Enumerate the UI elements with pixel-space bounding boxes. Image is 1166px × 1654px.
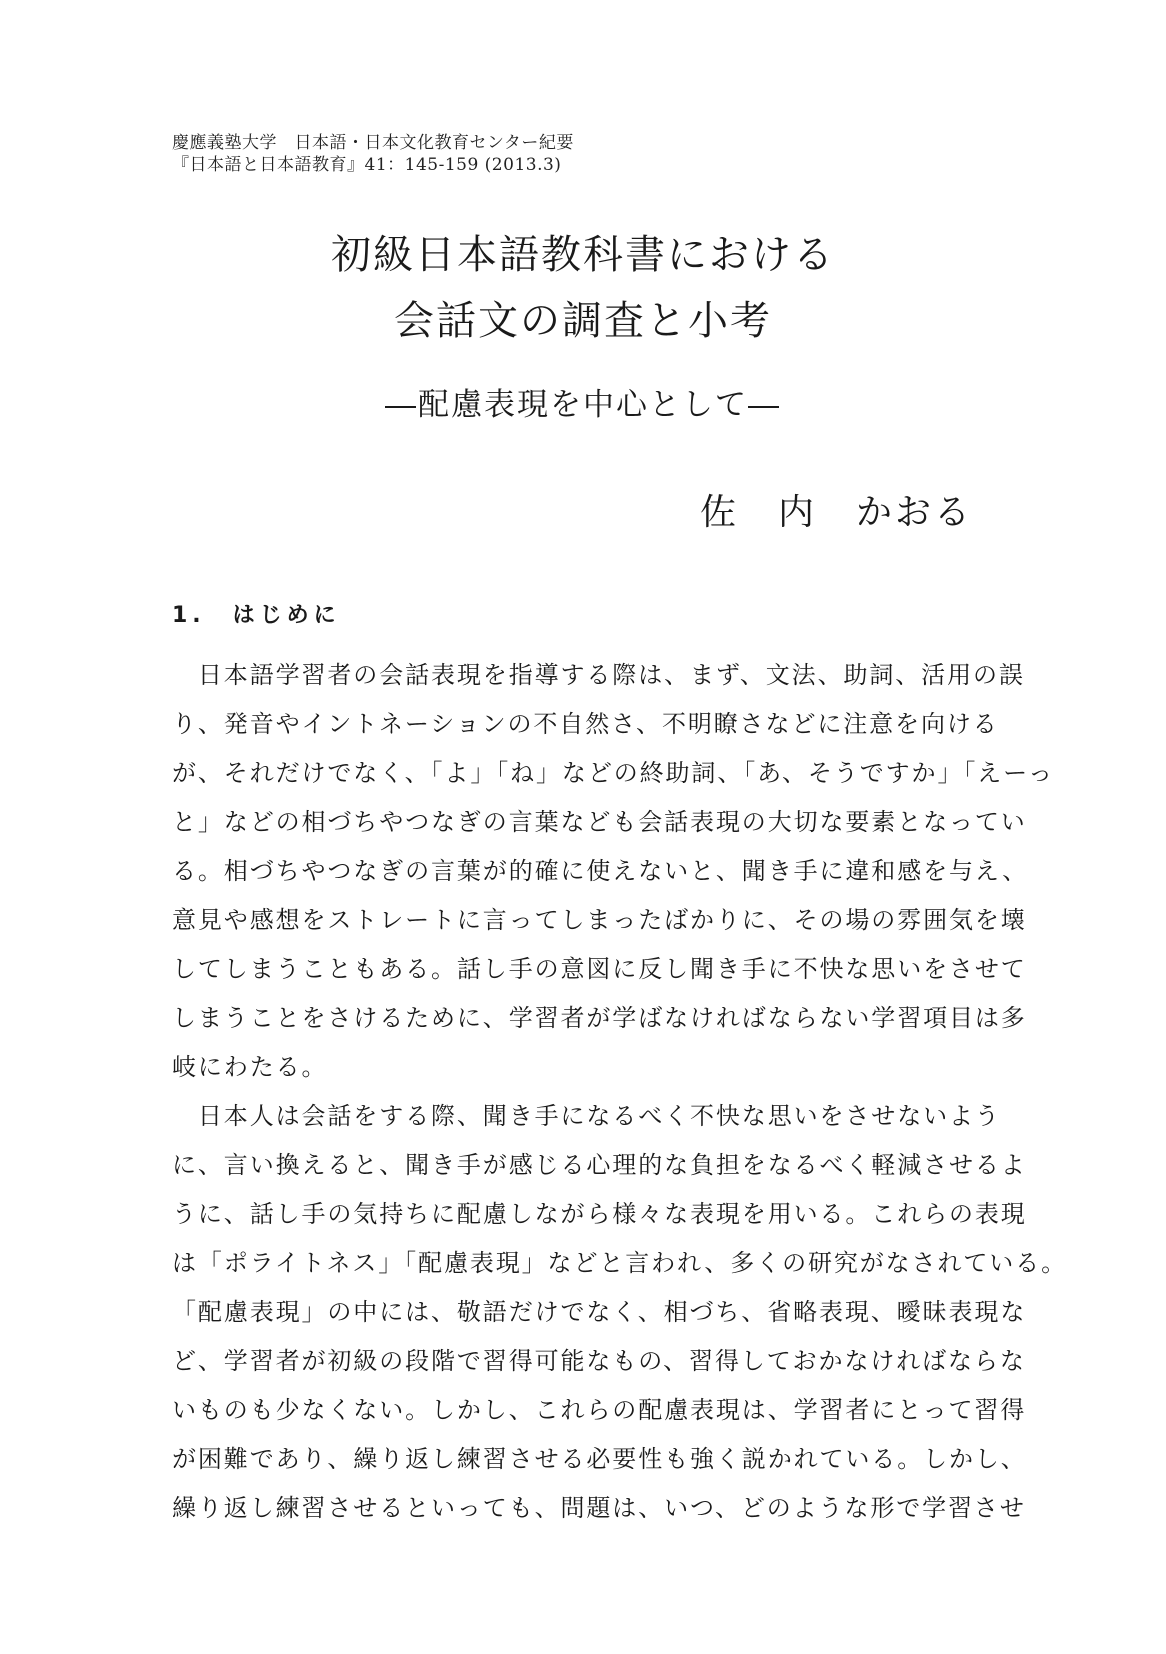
body-line: は「ポライトネス」「配慮表現」などと言われ、多くの研究がなされている。 [172,1249,1067,1277]
paper-title [0,222,1166,354]
body-line: うに、話し手の気持ちに配慮しながら様々な表現を用いる。これらの表現 [172,1200,1027,1228]
paper-title-line-2: 会話文の調査と小考 [394,298,772,344]
body-line: ど、学習者が初級の段階で習得可能なもの、習得しておかなければならな [172,1347,1026,1375]
author-name: 佐 内 かおる [700,492,974,533]
body-line: 「配慮表現」の中には、敬語だけでなく、相づち、省略表現、曖昧表現な [172,1298,1027,1326]
journal-header-line-2: 『日本語と日本語教育』41：145-159 (2013.3) [172,155,562,175]
body-line: 日本人は会話をする際、聞き手になるべく不快な思いをさせないよう [172,1102,1001,1130]
body-line: が、それだけでなく、「よ」「ね」などの終助詞、「あ、そうですか」「えーっ [172,759,1054,787]
paper-title-line-1: 初級日本語教科書における [331,232,835,278]
body-text [172,651,1067,1533]
body-line: 意見や感想をストレートに言ってしまったばかりに、その場の雰囲気を壊 [172,906,1027,934]
body-line: しまうことをさけるために、学習者が学ばなければならない学習項目は多 [172,1004,1027,1032]
journal-header [172,132,574,176]
body-line: 日本語学習者の会話表現を指導する際は、まず、文法、助詞、活用の誤 [172,661,1025,689]
paper-subtitle: ―配慮表現を中心として― [385,387,781,423]
body-line: に、言い換えると、聞き手が感じる心理的な負担をなるべく軽減させるよ [172,1151,1027,1179]
body-line: いものも少なくない。しかし、これらの配慮表現は、学習者にとって習得 [172,1396,1027,1424]
body-line: が困難であり、繰り返し練習させる必要性も強く説かれている。しかし、 [172,1445,1027,1473]
journal-header-line-1: 慶應義塾大学 日本語・日本文化教育センター紀要 [172,133,574,153]
body-line: り、発音やイントネーションの不自然さ、不明瞭さなどに注意を向ける [172,710,999,738]
section-heading: 1. はじめに [172,603,341,628]
body-line: 岐にわたる。 [172,1053,328,1081]
body-line: る。相づちやつなぎの言葉が的確に使えないと、聞き手に違和感を与え、 [172,857,1029,885]
body-line: と」などの相づちやつなぎの言葉なども会話表現の大切な要素となってい [172,808,1027,836]
body-line: してしまうこともある。話し手の意図に反し聞き手に不快な思いをさせて [172,955,1027,983]
body-line: 繰り返し練習させるといっても、問題は、いつ、どのような形で学習させ [172,1494,1026,1522]
